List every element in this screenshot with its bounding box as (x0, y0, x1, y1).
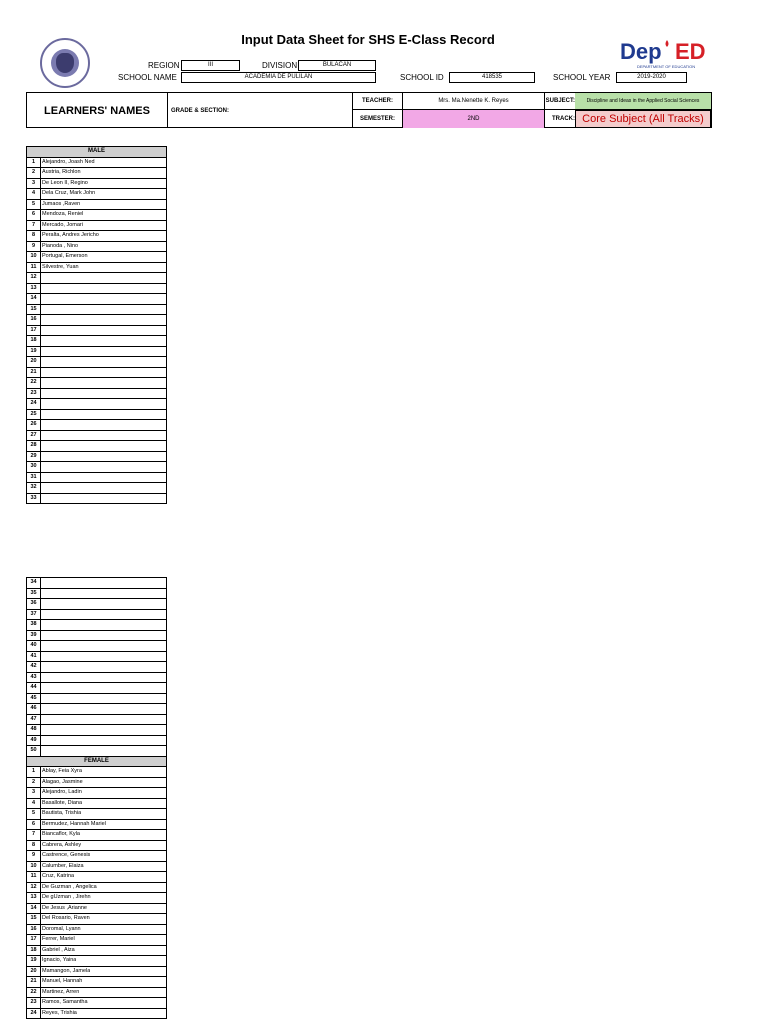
row-number: 9 (27, 242, 41, 252)
table-row (27, 336, 166, 347)
row-number: 15 (27, 914, 41, 924)
logo-subtitle: DEPARTMENT OF EDUCATION (637, 64, 696, 69)
learner-name-cell[interactable] (41, 389, 42, 399)
region-field[interactable]: III (181, 60, 240, 71)
learner-name-cell[interactable]: Martinez, Arren (42, 988, 80, 995)
learner-name-cell[interactable]: Del Rosario, Raven (42, 915, 90, 921)
school-name-label: SCHOOL NAME (118, 73, 177, 82)
subject-label: SUBJECT: (545, 93, 575, 110)
teacher-label: TEACHER: (353, 93, 403, 110)
learner-name-cell[interactable] (41, 305, 42, 315)
learner-name-cell[interactable]: Mercado, Jomari (42, 221, 83, 228)
row-number: 34 (27, 578, 41, 588)
row-number: 14 (27, 294, 41, 304)
row-number: 42 (27, 662, 41, 672)
learner-name-cell[interactable] (41, 610, 42, 620)
table-row (27, 273, 166, 284)
table-row (27, 494, 166, 505)
row-number: 19 (27, 347, 41, 357)
table-row (27, 347, 166, 358)
table-row (27, 904, 166, 915)
row-number: 46 (27, 704, 41, 714)
row-number: 50 (27, 746, 41, 756)
learner-name-cell[interactable] (41, 357, 42, 367)
learner-name-cell[interactable] (41, 704, 42, 714)
row-number: 16 (27, 315, 41, 325)
table-row (27, 210, 166, 221)
table-row (27, 589, 166, 600)
semester-label: SEMESTER: (353, 110, 403, 128)
learner-name-cell[interactable] (41, 441, 42, 451)
table-row (27, 399, 166, 410)
row-number: 37 (27, 610, 41, 620)
learner-name-cell[interactable] (41, 368, 42, 378)
row-number: 5 (27, 200, 41, 210)
learner-name-cell[interactable] (41, 452, 42, 462)
row-number: 19 (27, 956, 41, 966)
learner-name-cell[interactable] (41, 631, 42, 641)
row-number: 49 (27, 736, 41, 746)
row-number: 26 (27, 420, 41, 430)
table-row (27, 620, 166, 631)
learner-name-cell[interactable]: Doromal, Lyann (42, 925, 81, 932)
table-row (27, 483, 166, 494)
continued-learners-list (26, 577, 167, 1019)
row-number: 2 (27, 778, 41, 788)
learner-name-cell[interactable] (41, 494, 42, 504)
learner-name-cell[interactable] (41, 294, 42, 304)
table-row (27, 368, 166, 379)
table-row (27, 652, 166, 663)
learner-name-cell[interactable]: De gUzman , Jirehn (42, 894, 91, 900)
row-number: 16 (27, 925, 41, 935)
row-number: 39 (27, 631, 41, 641)
row-number: 1 (27, 767, 41, 777)
row-number: 12 (27, 273, 41, 283)
school-id-field[interactable]: 418535 (449, 72, 535, 83)
row-number: 31 (27, 473, 41, 483)
region-label: REGION (148, 61, 180, 70)
table-row (27, 715, 166, 726)
division-label: DIVISION (262, 61, 298, 70)
row-number: 9 (27, 851, 41, 861)
table-row (27, 809, 166, 820)
table-row (27, 200, 166, 211)
row-number: 7 (27, 221, 41, 231)
row-number: 45 (27, 694, 41, 704)
row-number: 27 (27, 431, 41, 441)
learner-name-cell[interactable] (41, 673, 42, 683)
learner-name-cell[interactable]: De Leon II, Regino (42, 179, 88, 186)
table-row (27, 610, 166, 621)
table-row (27, 946, 166, 957)
row-number: 23 (27, 998, 41, 1008)
learner-name-cell[interactable] (41, 399, 42, 409)
row-number: 10 (27, 252, 41, 262)
learner-name-cell[interactable] (41, 336, 42, 346)
learner-name-cell[interactable] (41, 420, 42, 430)
learner-name-cell[interactable] (41, 347, 42, 357)
table-row (27, 872, 166, 883)
logo-text-ed: ED (675, 39, 706, 64)
learners-names-heading: LEARNERS' NAMES (27, 93, 168, 128)
learner-name-cell[interactable]: Ignacio, Yaina (42, 957, 77, 963)
row-number: 29 (27, 452, 41, 462)
table-row (27, 252, 166, 263)
learner-name-cell[interactable]: Alejandro, Ladin (42, 789, 82, 795)
learner-name-cell[interactable]: Bautista, Trishia (42, 810, 82, 816)
table-row (27, 694, 166, 705)
table-row (27, 326, 166, 337)
table-row (27, 956, 166, 967)
table-row (27, 935, 166, 946)
table-row (27, 830, 166, 841)
row-number: 20 (27, 357, 41, 367)
male-section-header: MALE (27, 147, 166, 158)
row-number: 28 (27, 441, 41, 451)
row-number: 13 (27, 893, 41, 903)
table-row (27, 736, 166, 747)
table-row (27, 662, 166, 673)
learner-name-cell[interactable]: Mamangon, Jamela (42, 967, 91, 974)
table-row (27, 284, 166, 295)
learner-name-cell[interactable]: Austria, Richlon (42, 169, 81, 175)
table-row (27, 189, 166, 200)
table-row (27, 862, 166, 873)
deped-logo (617, 37, 717, 71)
learner-name-cell[interactable] (41, 589, 42, 599)
deped-seal-icon (40, 38, 90, 88)
learner-name-cell[interactable]: Peralta, Andres Jericho (42, 232, 99, 238)
learner-name-cell[interactable] (41, 725, 42, 735)
table-row (27, 378, 166, 389)
learner-name-cell[interactable] (41, 652, 42, 662)
row-number: 12 (27, 883, 41, 893)
learner-name-cell[interactable]: Pianoda , Nino (42, 242, 79, 249)
table-row (27, 578, 166, 589)
table-row (27, 231, 166, 242)
table-row (27, 788, 166, 799)
learner-name-cell[interactable] (41, 326, 42, 336)
table-row (27, 179, 166, 190)
row-number: 24 (27, 1009, 41, 1019)
row-number: 40 (27, 641, 41, 651)
school-year-label: SCHOOL YEAR (553, 73, 611, 82)
teacher-field[interactable]: Mrs. Ma.Nenette K. Reyes (403, 93, 545, 110)
row-number: 44 (27, 683, 41, 693)
table-row (27, 799, 166, 810)
subject-field[interactable]: Discipline and Ideas in the Applied Social Sciences (575, 93, 711, 110)
table-row (27, 221, 166, 232)
track-field[interactable]: Core Subject (All Tracks) (575, 110, 711, 128)
learner-name-cell[interactable] (41, 410, 42, 420)
row-number: 3 (27, 788, 41, 798)
learner-name-cell[interactable] (41, 746, 42, 756)
table-row (27, 704, 166, 715)
learner-name-cell[interactable]: Bermudez, Hannah Mariel (42, 820, 106, 827)
learner-name-cell[interactable] (41, 736, 42, 746)
learner-name-cell[interactable]: Jumaos ,Raven (42, 200, 81, 207)
table-row (27, 883, 166, 894)
table-row (27, 431, 166, 442)
table-row (27, 420, 166, 431)
row-number: 22 (27, 378, 41, 388)
table-row (27, 168, 166, 179)
row-number: 25 (27, 410, 41, 420)
learner-name-cell[interactable]: Basallote, Diana (42, 799, 83, 806)
row-number: 24 (27, 399, 41, 409)
table-row (27, 851, 166, 862)
table-row (27, 410, 166, 421)
table-row (27, 473, 166, 484)
row-number: 6 (27, 820, 41, 830)
learner-name-cell[interactable]: De Jesus ,Arianne (42, 904, 87, 911)
table-row (27, 977, 166, 988)
row-number: 5 (27, 809, 41, 819)
table-row (27, 893, 166, 904)
learner-name-cell[interactable] (41, 273, 42, 283)
table-row (27, 925, 166, 936)
school-year-field[interactable]: 2019-2020 (616, 72, 687, 83)
division-field[interactable]: BULACAN (298, 60, 376, 71)
row-number: 1 (27, 158, 41, 168)
info-table (26, 92, 712, 128)
logo-text-dep: Dep (620, 39, 662, 64)
row-number: 43 (27, 673, 41, 683)
learner-name-cell[interactable] (41, 578, 42, 588)
learner-name-cell[interactable] (41, 694, 42, 704)
row-number: 6 (27, 210, 41, 220)
learner-name-cell[interactable]: Gabriel , Aiza (42, 946, 75, 953)
row-number: 11 (27, 872, 41, 882)
learner-name-cell[interactable]: Silvestre, Yuan (42, 263, 79, 270)
learner-name-cell[interactable]: Ablay, Feia Xyra (42, 768, 82, 774)
row-number: 41 (27, 652, 41, 662)
row-number: 38 (27, 620, 41, 630)
grade-section-label: GRADE & SECTION: (168, 93, 353, 128)
learner-name-cell[interactable]: Alejandro, Joash Ned (42, 158, 95, 165)
learner-name-cell[interactable]: Alagao, Jasmine (42, 778, 83, 785)
table-row (27, 778, 166, 789)
learner-name-cell[interactable]: Cruz, Katrina (42, 873, 75, 879)
learner-name-cell[interactable]: Castrence, Genesis (42, 852, 91, 858)
table-row (27, 452, 166, 463)
track-label: TRACK: (552, 116, 575, 122)
learner-name-cell[interactable] (41, 483, 42, 493)
table-row (27, 725, 166, 736)
sheet-title: Input Data Sheet for SHS E-Class Record (241, 32, 495, 47)
row-number: 8 (27, 841, 41, 851)
row-number: 33 (27, 494, 41, 504)
learner-name-cell[interactable] (41, 315, 42, 325)
table-row (27, 294, 166, 305)
table-row (27, 841, 166, 852)
row-number: 32 (27, 483, 41, 493)
learner-name-cell[interactable]: Mendoza, Reniel (42, 211, 84, 217)
row-number: 3 (27, 179, 41, 189)
learner-name-cell[interactable] (41, 641, 42, 651)
row-number: 17 (27, 326, 41, 336)
table-row (27, 683, 166, 694)
row-number: 10 (27, 862, 41, 872)
row-number: 47 (27, 715, 41, 725)
table-row (27, 967, 166, 978)
torch-icon (666, 40, 669, 59)
female-section-header: FEMALE (27, 757, 166, 768)
table-row (27, 820, 166, 831)
table-row (27, 263, 166, 274)
learner-name-cell[interactable] (41, 599, 42, 609)
table-row (27, 357, 166, 368)
table-row (27, 1009, 166, 1020)
row-number: 21 (27, 977, 41, 987)
school-id-label: SCHOOL ID (400, 73, 444, 82)
row-number: 15 (27, 305, 41, 315)
learner-name-cell[interactable] (41, 715, 42, 725)
row-number: 30 (27, 462, 41, 472)
table-row (27, 673, 166, 684)
learner-name-cell[interactable]: Portugal, Emerson (42, 253, 88, 259)
row-number: 36 (27, 599, 41, 609)
school-name-field[interactable]: ACADEMIA DE PULILAN (181, 72, 376, 83)
learner-name-cell[interactable] (41, 662, 42, 672)
male-learners-list (26, 146, 167, 504)
row-number: 2 (27, 168, 41, 178)
table-row (27, 746, 166, 757)
row-number: 14 (27, 904, 41, 914)
learner-name-cell[interactable]: Manuel, Hannah (42, 978, 83, 984)
row-number: 8 (27, 231, 41, 241)
learner-name-cell[interactable] (41, 683, 42, 693)
table-row (27, 767, 166, 778)
table-row (27, 462, 166, 473)
learner-name-cell[interactable]: De Guzman , Angelica (42, 883, 97, 890)
row-number: 21 (27, 368, 41, 378)
learner-name-cell[interactable] (41, 473, 42, 483)
table-row (27, 641, 166, 652)
row-number: 48 (27, 725, 41, 735)
table-row (27, 599, 166, 610)
table-row (27, 914, 166, 925)
table-row (27, 389, 166, 400)
learner-name-cell[interactable]: Cabrera, Ashley (42, 841, 82, 848)
learner-name-cell[interactable]: Dela Cruz, Mark John (42, 190, 96, 196)
row-number: 17 (27, 935, 41, 945)
row-number: 4 (27, 189, 41, 199)
learner-name-cell[interactable]: Ferrer, Mariel (42, 936, 75, 942)
table-row (27, 158, 166, 169)
row-number: 13 (27, 284, 41, 294)
learner-name-cell[interactable] (41, 284, 42, 294)
table-row (27, 315, 166, 326)
row-number: 18 (27, 946, 41, 956)
row-number: 7 (27, 830, 41, 840)
row-number: 18 (27, 336, 41, 346)
table-row (27, 998, 166, 1009)
semester-field[interactable]: 2ND (403, 110, 545, 128)
learner-name-cell[interactable]: Calumber, Elaiza (42, 862, 84, 869)
table-row (27, 441, 166, 452)
learner-name-cell[interactable]: Biancaflor, Kyla (42, 831, 80, 837)
learner-name-cell[interactable]: Reyes, Trishia (42, 1009, 77, 1016)
learner-name-cell[interactable] (41, 431, 42, 441)
learner-name-cell[interactable] (41, 620, 42, 630)
table-row (27, 305, 166, 316)
row-number: 20 (27, 967, 41, 977)
learner-name-cell[interactable] (41, 462, 42, 472)
row-number: 23 (27, 389, 41, 399)
table-row (27, 631, 166, 642)
learner-name-cell[interactable]: Ramos, Samantha (42, 999, 88, 1005)
table-row (27, 988, 166, 999)
table-row (27, 242, 166, 253)
row-number: 11 (27, 263, 41, 273)
row-number: 35 (27, 589, 41, 599)
learner-name-cell[interactable] (41, 378, 42, 388)
row-number: 4 (27, 799, 41, 809)
row-number: 22 (27, 988, 41, 998)
